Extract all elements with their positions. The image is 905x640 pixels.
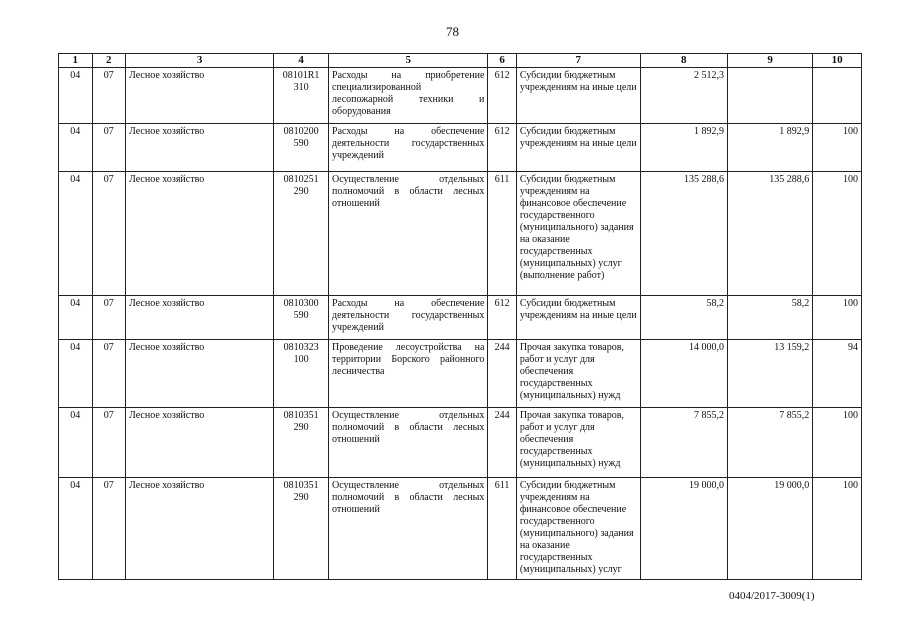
expense-type-name: Субсидии бюджетным учреждениям на иные цели [516,296,640,340]
expense-type-code: 612 [488,124,516,172]
header-row [59,54,862,68]
planned-amount: 58,2 [640,296,727,340]
table-row [59,408,862,478]
header-cell: 8 [640,54,727,68]
planned-amount: 1 892,9 [640,124,727,172]
subsection-code: 07 [92,340,126,408]
planned-amount: 19 000,0 [640,478,727,580]
expense-type-name: Субсидии бюджетным учреждениям на финансовое обеспечение государственного (муниципального) задания на оказание государственных (муниципальных) услуг [516,478,640,580]
header-cell: 2 [92,54,126,68]
header-cell: 5 [329,54,488,68]
section-code: 04 [59,296,93,340]
target-article-code: 0810351 290 [274,408,329,478]
expense-type-name: Прочая закупка товаров, работ и услуг для обеспечения государственных (муниципальных) нужд [516,408,640,478]
section-code: 04 [59,124,93,172]
expense-type-code: 244 [488,408,516,478]
expense-type-name: Субсидии бюджетным учреждениям на финансовое обеспечение государственного (муниципального) задания на оказание государственных (муниципальных) услуг (выполнение работ) [516,172,640,296]
table-row [59,68,862,124]
expense-type-code: 611 [488,172,516,296]
planned-amount: 135 288,6 [640,172,727,296]
document-code: 0404/2017-3009(1) [729,590,815,602]
section-name: Лесное хозяйство [126,408,274,478]
section-name: Лесное хозяйство [126,68,274,124]
expense-description: Проведение лесоустройства на территории Борского районного лесничества [329,340,488,408]
section-name: Лесное хозяйство [126,340,274,408]
expense-type-code: 611 [488,478,516,580]
section-code: 04 [59,68,93,124]
table-row [59,340,862,408]
actual-amount: 1 892,9 [727,124,812,172]
target-article-code: 0810323 100 [274,340,329,408]
execution-percent: 94 [813,340,862,408]
execution-percent: 100 [813,478,862,580]
section-name: Лесное хозяйство [126,478,274,580]
budget-table [58,53,862,580]
page-number: 78 [446,24,459,39]
table-row [59,296,862,340]
expense-type-name: Прочая закупка товаров, работ и услуг для обеспечения государственных (муниципальных) нужд [516,340,640,408]
target-article-code: 08101R1 310 [274,68,329,124]
actual-amount: 58,2 [727,296,812,340]
execution-percent: 100 [813,296,862,340]
planned-amount: 2 512,3 [640,68,727,124]
table-row [59,478,862,580]
actual-amount [727,68,812,124]
subsection-code: 07 [92,124,126,172]
actual-amount: 135 288,6 [727,172,812,296]
table-row [59,172,862,296]
expense-description: Расходы на обеспечение деятельности государственных учреждений [329,124,488,172]
execution-percent [813,68,862,124]
subsection-code: 07 [92,408,126,478]
planned-amount: 14 000,0 [640,340,727,408]
target-article-code: 0810251 290 [274,172,329,296]
header-cell: 9 [727,54,812,68]
expense-type-code: 612 [488,68,516,124]
section-code: 04 [59,478,93,580]
expense-description: Осуществление отдельных полномочий в области лесных отношений [329,478,488,580]
expense-description: Осуществление отдельных полномочий в области лесных отношений [329,172,488,296]
header-cell: 4 [274,54,329,68]
subsection-code: 07 [92,172,126,296]
expense-description: Расходы на приобретение специализированной лесопожарной техники и оборудования [329,68,488,124]
section-code: 04 [59,408,93,478]
actual-amount: 7 855,2 [727,408,812,478]
expense-description: Осуществление отдельных полномочий в области лесных отношений [329,408,488,478]
section-name: Лесное хозяйство [126,296,274,340]
table-row [59,124,862,172]
target-article-code: 0810351 290 [274,478,329,580]
target-article-code: 0810200 590 [274,124,329,172]
subsection-code: 07 [92,68,126,124]
expense-type-code: 244 [488,340,516,408]
section-name: Лесное хозяйство [126,172,274,296]
section-code: 04 [59,340,93,408]
planned-amount: 7 855,2 [640,408,727,478]
header-cell: 1 [59,54,93,68]
target-article-code: 0810300 590 [274,296,329,340]
expense-type-name: Субсидии бюджетным учреждениям на иные цели [516,124,640,172]
header-cell: 6 [488,54,516,68]
section-name: Лесное хозяйство [126,124,274,172]
section-code: 04 [59,172,93,296]
execution-percent: 100 [813,408,862,478]
header-cell: 3 [126,54,274,68]
execution-percent: 100 [813,172,862,296]
execution-percent: 100 [813,124,862,172]
actual-amount: 19 000,0 [727,478,812,580]
expense-type-name: Субсидии бюджетным учреждениям на иные цели [516,68,640,124]
actual-amount: 13 159,2 [727,340,812,408]
header-cell: 10 [813,54,862,68]
subsection-code: 07 [92,478,126,580]
header-cell: 7 [516,54,640,68]
expense-description: Расходы на обеспечение деятельности государственных учреждений [329,296,488,340]
subsection-code: 07 [92,296,126,340]
expense-type-code: 612 [488,296,516,340]
